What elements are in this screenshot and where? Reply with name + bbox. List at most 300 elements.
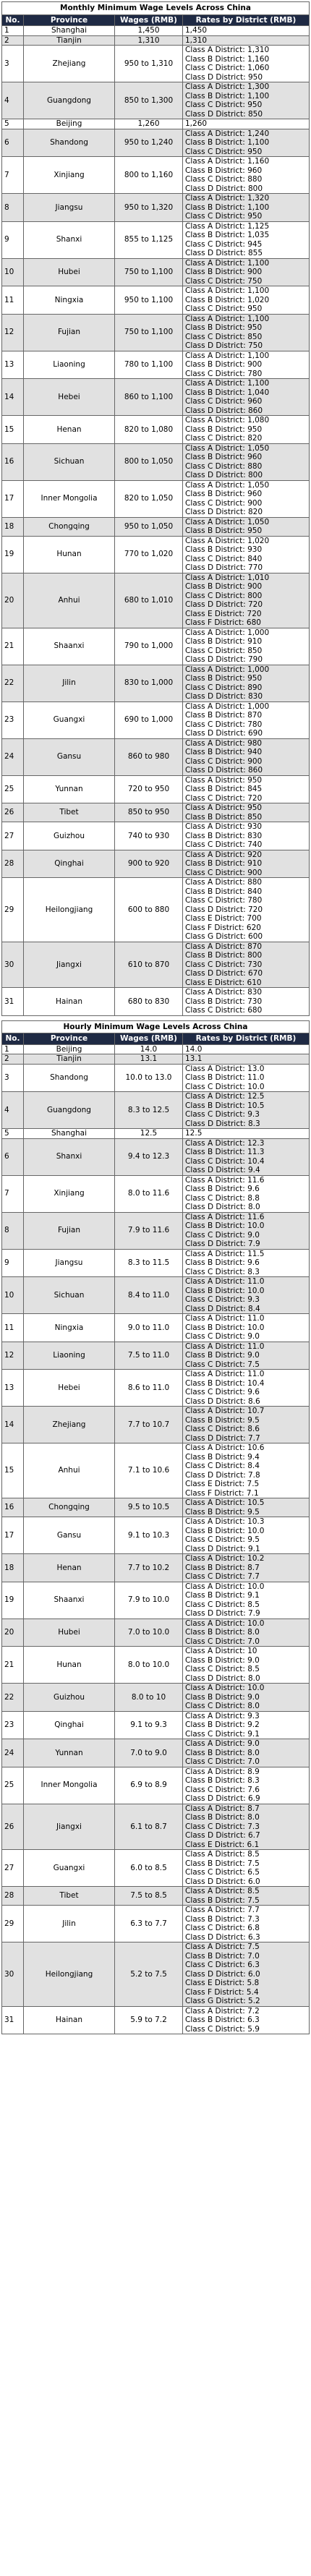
district-rate: Class D District: 820 [185,508,263,516]
district-rate: Class D District: 855 [185,249,263,257]
district-rates [183,1554,310,1582]
district-rate: Class B District: 900 [185,582,263,591]
province-name: Heilongjiang [24,878,115,942]
wage-range: 8.3 to 11.5 [115,1249,183,1277]
district-rate: Class A District: 11.5 [185,1249,265,1258]
row-number: 26 [2,1804,24,1850]
district-rate: Class B District: 7.5 [185,1859,260,1868]
province-name: Yunnan [24,1739,115,1767]
district-rates [183,1054,310,1065]
province-name: Hubei [24,258,115,286]
row-number: 4 [2,82,24,119]
table-row [2,1684,310,1712]
table-row [2,822,310,850]
wage-range: 13.1 [115,1054,183,1065]
district-rate: Class E District: 6.1 [185,1840,260,1849]
district-rate: 1,260 [185,119,208,128]
table-row [2,1906,310,1942]
table-row [2,443,310,480]
district-rates [183,46,310,82]
district-rate: Class C District: 7.0 [185,1757,260,1766]
district-rate: Class B District: 950 [185,425,263,434]
district-rate: Class E District: 610 [185,978,262,987]
district-rate: Class A District: 1,100 [185,286,270,295]
table-row [2,1498,310,1517]
province-name: Shanghai [24,1129,115,1139]
row-number: 20 [2,1618,24,1647]
district-rate: Class B District: 9.6 [185,1258,260,1267]
district-rates [183,1767,310,1804]
district-rate: Class B District: 7.0 [185,1951,260,1961]
province-name: Jiangsu [24,194,115,222]
district-rate: Class C District: 730 [185,960,263,969]
table-row [2,1092,310,1129]
district-rate: Class C District: 950 [185,212,263,221]
district-rate: Class A District: 1,050 [185,443,270,453]
district-rate: Class C District: 8.3 [185,1267,260,1276]
district-rate: Class D District: 860 [185,766,263,775]
district-rate: Class B District: 840 [185,887,263,896]
row-number: 23 [2,1711,24,1739]
table-row [2,1044,310,1054]
row-number: 18 [2,1554,24,1582]
district-rate: Class C District: 6.3 [185,1961,260,1969]
district-rate: Class D District: 6.9 [185,1794,260,1803]
col-header-rates: Rates by District (RMB) [183,14,310,26]
province-name: Fujian [24,1212,115,1249]
district-rate: Class B District: 8.3 [185,1776,260,1785]
district-rate: Class B District: 11.3 [185,1148,265,1156]
row-number: 17 [2,480,24,517]
table-row [2,1277,310,1314]
district-rate: Class A District: 1,240 [185,129,270,138]
district-rate: Class B District: 950 [185,323,263,332]
district-rate: Class A District: 1,100 [185,379,270,388]
table-row [2,573,310,628]
district-rate: Class G District: 5.2 [185,1997,260,2005]
district-rates [183,701,310,738]
district-rate: Class A District: 8.9 [185,1767,260,1776]
district-rate: Class B District: 9.5 [185,1415,260,1425]
wage-range: 720 to 950 [115,775,183,803]
district-rate: Class D District: 8.6 [185,1396,260,1406]
table-row [2,157,310,194]
row-number: 1 [2,1044,24,1054]
table-row [2,1582,310,1618]
province-name: Guangxi [24,1850,115,1887]
district-rates [183,1618,310,1647]
wage-range: 5.9 to 7.2 [115,2006,183,2034]
district-rate: Class C District: 820 [185,434,263,443]
table-row [2,1767,310,1804]
district-rates [183,379,310,416]
district-rate: Class C District: 7.5 [185,1360,260,1369]
district-rate: Class B District: 8.0 [185,1748,260,1757]
district-rates [183,1092,310,1129]
table-row [2,1175,310,1212]
district-rate: Class A District: 1,100 [185,314,270,323]
district-rate: Class C District: 8.5 [185,1600,260,1609]
district-rates [183,1443,310,1498]
table-row [2,194,310,222]
district-rate: Class A District: 870 [185,942,263,951]
district-rate: Class C District: 7.7 [185,1572,260,1581]
table-row [2,1443,310,1498]
province-name: Qinghai [24,850,115,878]
row-number: 3 [2,46,24,82]
province-name: Hunan [24,536,115,573]
wage-range: 10.0 to 13.0 [115,1064,183,1092]
row-number: 11 [2,1314,24,1342]
row-number: 14 [2,1407,24,1443]
district-rate: Class B District: 845 [185,785,263,793]
district-rates [183,157,310,194]
table-row [2,1850,310,1887]
row-number: 18 [2,517,24,536]
wage-range: 850 to 1,300 [115,82,183,119]
table-row [2,314,310,351]
row-number: 1 [2,26,24,36]
province-name: Sichuan [24,1277,115,1314]
district-rate: Class D District: 9.1 [185,1544,260,1553]
province-name: Jiangsu [24,1249,115,1277]
table-row [2,379,310,416]
table-row [2,665,310,701]
col-header-wages: Wages (RMB) [115,1033,183,1045]
district-rate: Class B District: 9.0 [185,1692,260,1702]
district-rate: Class A District: 11.0 [185,1314,265,1323]
row-number: 4 [2,1092,24,1129]
district-rate: Class B District: 9.6 [185,1185,260,1193]
row-number: 20 [2,573,24,628]
district-rate: Class A District: 8.5 [185,1850,260,1859]
district-rate: Class E District: 5.8 [185,1979,260,1987]
table-row [2,1370,310,1407]
district-rate: Class A District: 980 [185,738,263,748]
district-rate: Class C District: 8.4 [185,1462,260,1470]
district-rate: Class D District: 8.0 [185,1203,260,1211]
district-rates [183,775,310,803]
district-rate: Class C District: 960 [185,397,263,406]
province-name: Hainan [24,2006,115,2034]
wage-range: 800 to 1,050 [115,443,183,480]
district-rates [183,221,310,258]
district-rate: Class C District: 680 [185,1006,263,1015]
district-rates [183,1129,310,1139]
wage-range: 950 to 1,240 [115,129,183,157]
province-name: Beijing [24,1044,115,1054]
table-row [2,1804,310,1850]
district-rates [183,1407,310,1443]
row-number: 6 [2,1138,24,1175]
district-rate: Class B District: 960 [185,453,263,461]
district-rates [183,1906,310,1942]
wage-range: 830 to 1,000 [115,665,183,701]
row-number: 16 [2,443,24,480]
row-number: 31 [2,2006,24,2034]
wage-range: 6.9 to 8.9 [115,1767,183,1804]
province-name: Beijing [24,119,115,129]
district-rate: Class C District: 9.1 [185,1729,260,1739]
district-rate: Class A District: 1,050 [185,517,270,526]
wage-range: 1,450 [115,26,183,36]
province-name: Shaanxi [24,1582,115,1618]
district-rate: Class B District: 960 [185,166,263,175]
district-rate: Class D District: 7.9 [185,1240,260,1248]
row-number: 22 [2,1684,24,1712]
row-number: 25 [2,1767,24,1804]
wage-range: 8.0 to 10 [115,1684,183,1712]
row-number: 9 [2,221,24,258]
province-name: Liaoning [24,351,115,379]
district-rate: 1,450 [185,26,208,35]
wage-range: 7.5 to 11.0 [115,1342,183,1370]
province-name: Jiangxi [24,1804,115,1850]
province-name: Shaanxi [24,628,115,665]
district-rate: Class B District: 8.0 [185,1813,260,1822]
province-name: Shandong [24,129,115,157]
wage-range: 750 to 1,100 [115,258,183,286]
district-rate: Class D District: 800 [185,471,263,479]
district-rate: Class A District: 1,010 [185,573,270,582]
wage-range: 800 to 1,160 [115,157,183,194]
wage-range: 900 to 920 [115,850,183,878]
district-rate: Class B District: 910 [185,637,263,646]
district-rate: Class A District: 8.7 [185,1804,260,1813]
row-number: 22 [2,665,24,701]
wage-range: 6.3 to 7.7 [115,1906,183,1942]
province-name: Xinjiang [24,1175,115,1212]
row-number: 2 [2,35,24,46]
district-rate: Class A District: 880 [185,878,263,887]
district-rate: Class C District: 740 [185,840,263,849]
district-rate: Class A District: 1,310 [185,46,270,54]
table-row [2,82,310,119]
row-number: 7 [2,157,24,194]
district-rate: Class F District: 7.1 [185,1488,259,1498]
province-name: Guizhou [24,822,115,850]
row-number: 24 [2,1739,24,1767]
province-name: Ningxia [24,286,115,315]
province-name: Tibet [24,803,115,822]
district-rate: Class B District: 8.7 [185,1563,260,1572]
district-rate: Class A District: 1,300 [185,82,270,91]
row-number: 27 [2,1850,24,1887]
district-rate: Class C District: 950 [185,304,263,313]
district-rate: Class A District: 10.0 [185,1618,265,1628]
district-rate: Class B District: 11.0 [185,1073,265,1082]
district-rate: Class A District: 1,020 [185,536,270,545]
table-row [2,1054,310,1065]
wage-range: 7.9 to 11.6 [115,1212,183,1249]
row-number: 5 [2,1129,24,1139]
district-rate: Class D District: 850 [185,109,263,119]
province-name: Jilin [24,1906,115,1942]
district-rate: Class A District: 1,080 [185,416,270,425]
district-rate: Class D District: 720 [185,905,263,914]
wage-range: 950 to 1,320 [115,194,183,222]
district-rate: Class B District: 930 [185,545,263,554]
province-name: Tianjin [24,1054,115,1065]
district-rate: Class B District: 9.4 [185,1452,260,1462]
district-rates [183,1138,310,1175]
table-title-row [2,1020,310,1033]
row-number: 13 [2,351,24,379]
row-number: 21 [2,628,24,665]
district-rate: Class A District: 10.7 [185,1407,265,1415]
table-row [2,1554,310,1582]
district-rates [183,665,310,701]
table-row [2,1711,310,1739]
wage-range: 8.3 to 12.5 [115,1092,183,1129]
district-rate: Class C District: 780 [185,720,263,729]
province-name: Zhejiang [24,1407,115,1443]
district-rate: Class B District: 7.5 [185,1895,260,1905]
province-name: Henan [24,1554,115,1582]
monthly-wage-table [1,1,310,1016]
district-rate: Class D District: 830 [185,692,263,701]
district-rates [183,1684,310,1712]
district-rate: Class C District: 9.5 [185,1535,260,1544]
table-row [2,775,310,803]
province-name: Xinjiang [24,157,115,194]
table-row [2,1314,310,1342]
row-number: 12 [2,1342,24,1370]
row-number: 6 [2,129,24,157]
hourly-wage-table [1,1020,310,2035]
table-row [2,988,310,1016]
wage-range: 690 to 1,000 [115,701,183,738]
district-rate: 1,310 [185,35,208,45]
district-rate: Class D District: 770 [185,563,263,572]
province-name: Shanghai [24,26,115,36]
province-name: Shanxi [24,1138,115,1175]
district-rate: Class B District: 7.3 [185,1914,260,1924]
wage-range: 680 to 1,010 [115,573,183,628]
table-row [2,1064,310,1092]
province-name: Hubei [24,1618,115,1647]
district-rate: Class C District: 850 [185,646,263,655]
district-rate: Class D District: 670 [185,969,263,978]
district-rate: Class E District: 7.5 [185,1480,260,1488]
district-rate: Class C District: 9.6 [185,1388,260,1396]
district-rate: Class B District: 10.4 [185,1378,265,1388]
district-rates [183,1064,310,1092]
province-name: Zhejiang [24,46,115,82]
district-rate: Class D District: 950 [185,72,263,82]
district-rates [183,286,310,315]
wage-range: 7.9 to 10.0 [115,1582,183,1618]
district-rates [183,1314,310,1342]
row-number: 19 [2,1582,24,1618]
district-rates [183,443,310,480]
wage-range: 680 to 830 [115,988,183,1016]
district-rate: Class C District: 750 [185,276,263,286]
table-row [2,942,310,988]
province-name: Tianjin [24,35,115,46]
row-number: 12 [2,314,24,351]
district-rate: Class A District: 950 [185,775,263,785]
district-rate: Class G District: 600 [185,932,263,941]
district-rate: Class C District: 7.0 [185,1637,260,1646]
district-rates [183,1711,310,1739]
district-rate: Class A District: 11.0 [185,1370,265,1378]
wage-range: 8.4 to 11.0 [115,1277,183,1314]
district-rates [183,1498,310,1517]
table-row [2,1517,310,1554]
district-rates [183,878,310,942]
row-number: 10 [2,258,24,286]
district-rate: Class C District: 8.0 [185,1702,260,1710]
district-rate: Class C District: 9.0 [185,1332,260,1341]
district-rate: Class D District: 6.3 [185,1932,260,1942]
table-row [2,803,310,822]
table-row [2,1212,310,1249]
district-rate: Class B District: 1,100 [185,91,270,101]
district-rate: Class C District: 880 [185,175,263,184]
district-rates [183,1212,310,1249]
row-number: 9 [2,1249,24,1277]
district-rate: Class C District: 890 [185,683,263,692]
row-number: 11 [2,286,24,315]
row-number: 7 [2,1175,24,1212]
district-rates [183,416,310,444]
table-row [2,1249,310,1277]
wage-range: 9.5 to 10.5 [115,1498,183,1517]
district-rates [183,1044,310,1054]
district-rate: Class B District: 950 [185,526,263,535]
district-rate: Class B District: 9.5 [185,1507,260,1517]
district-rates [183,26,310,36]
wage-range: 1,310 [115,35,183,46]
province-name: Guizhou [24,1684,115,1712]
district-rate: Class B District: 1,100 [185,138,270,147]
province-name: Hebei [24,1370,115,1407]
wage-range: 780 to 1,100 [115,351,183,379]
table-row [2,119,310,129]
district-rates [183,1517,310,1554]
row-number: 10 [2,1277,24,1314]
district-rates [183,2006,310,2034]
district-rate: Class D District: 720 [185,600,263,609]
district-rate: Class B District: 6.3 [185,2016,260,2024]
district-rate: Class A District: 13.0 [185,1064,265,1073]
district-rate: Class B District: 10.5 [185,1101,265,1110]
row-number: 8 [2,194,24,222]
district-rate: Class A District: 1,320 [185,194,270,202]
district-rate: Class A District: 7.7 [185,1906,260,1914]
district-rates [183,1804,310,1850]
district-rate: Class B District: 9.0 [185,1655,260,1665]
wage-range: 1,260 [115,119,183,129]
district-rate: Class C District: 8.8 [185,1193,260,1203]
district-rate: Class A District: 11.0 [185,1342,265,1351]
row-number: 16 [2,1498,24,1517]
col-header-province: Province [24,14,115,26]
wage-range: 950 to 1,100 [115,286,183,315]
district-rate: Class C District: 800 [185,591,263,600]
district-rate: Class F District: 680 [185,618,261,627]
district-rate: Class B District: 1,035 [185,231,270,239]
district-rate: Class A District: 9.3 [185,1711,260,1720]
district-rates [183,1942,310,2007]
row-number: 29 [2,878,24,942]
district-rate: Class A District: 920 [185,850,263,859]
wage-range: 6.1 to 8.7 [115,1804,183,1850]
district-rate: Class C District: 945 [185,239,263,249]
district-rate: Class E District: 700 [185,914,262,923]
district-rate: 14.0 [185,1044,203,1054]
